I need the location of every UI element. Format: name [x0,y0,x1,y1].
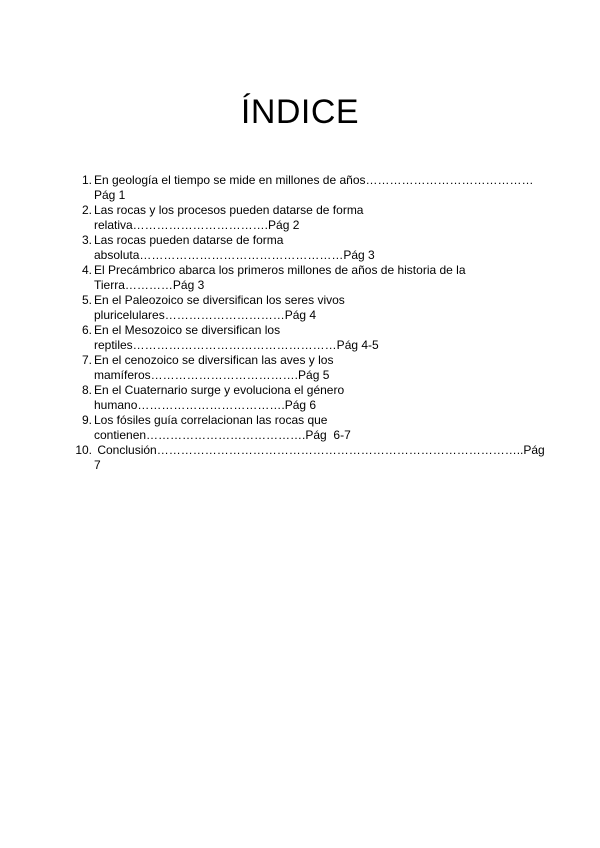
toc-entry [74,233,544,263]
toc-entry [74,353,544,383]
toc-entry-page: mamíferos……………………………….Pág 5 [94,368,330,382]
toc-entry-page: relativa…………………………….Pág 2 [94,218,300,232]
toc-entry-number: 1. [81,173,92,187]
toc-entry [74,323,544,353]
toc-entry [74,173,544,203]
table-of-contents [74,173,544,473]
toc-entry-title: Los fósiles guía correlacionan las rocas que [94,413,328,427]
toc-entry-title: En geología el tiempo se mide en millones de años…………………………………… [94,173,534,187]
toc-entry-page: 7 [94,458,101,472]
toc-entry-title: En el Paleozoico se diversifican los seres vivos [94,293,345,307]
toc-entry-title: En el cenozoico se diversifican las aves y los [94,353,334,367]
toc-entry-title: En el Mesozoico se diversifican los [94,323,281,337]
toc-entry [74,383,544,413]
page-title: ÍNDICE [240,93,360,131]
toc-entry [74,413,544,443]
toc-entry-title: En el Cuaternario surge y evoluciona el género [94,383,345,397]
toc-entry-number: 2. [81,203,92,217]
toc-entry [74,443,544,473]
toc-entry-number: 10. [75,443,92,457]
toc-entry-page: absoluta……………………………………………Pág 3 [94,248,375,262]
toc-entry-number: 9. [81,413,92,427]
toc-entry [74,203,544,233]
toc-entry-page: reptiles……………………………………………Pág 4-5 [94,338,379,352]
toc-entry-page: Tierra…………Pág 3 [94,278,205,292]
toc-entry [74,263,544,293]
toc-entry-page: contienen………………………………….Pág 6-7 [94,428,351,442]
toc-entry [74,293,544,323]
toc-entry-title: Las rocas y los procesos pueden datarse de forma [94,203,364,217]
toc-entry-title: El Precámbrico abarca los primeros millones de años de historia de la [94,263,466,277]
toc-entry-page: Pág 1 [94,188,126,202]
toc-entry-title: Las rocas pueden datarse de forma [94,233,284,247]
toc-entry-page: pluricelulares…………………………Pág 4 [94,308,317,322]
toc-entry-number: 7. [81,353,92,367]
toc-entry-title: Conclusión………………………………………………………………………………..Pág [94,443,545,457]
toc-entry-number: 8. [81,383,92,397]
toc-entry-number: 3. [81,233,92,247]
toc-entry-number: 6. [81,323,92,337]
toc-entry-number: 4. [81,263,92,277]
toc-entry-number: 5. [81,293,92,307]
toc-entry-page: humano……………………………….Pág 6 [94,398,317,412]
